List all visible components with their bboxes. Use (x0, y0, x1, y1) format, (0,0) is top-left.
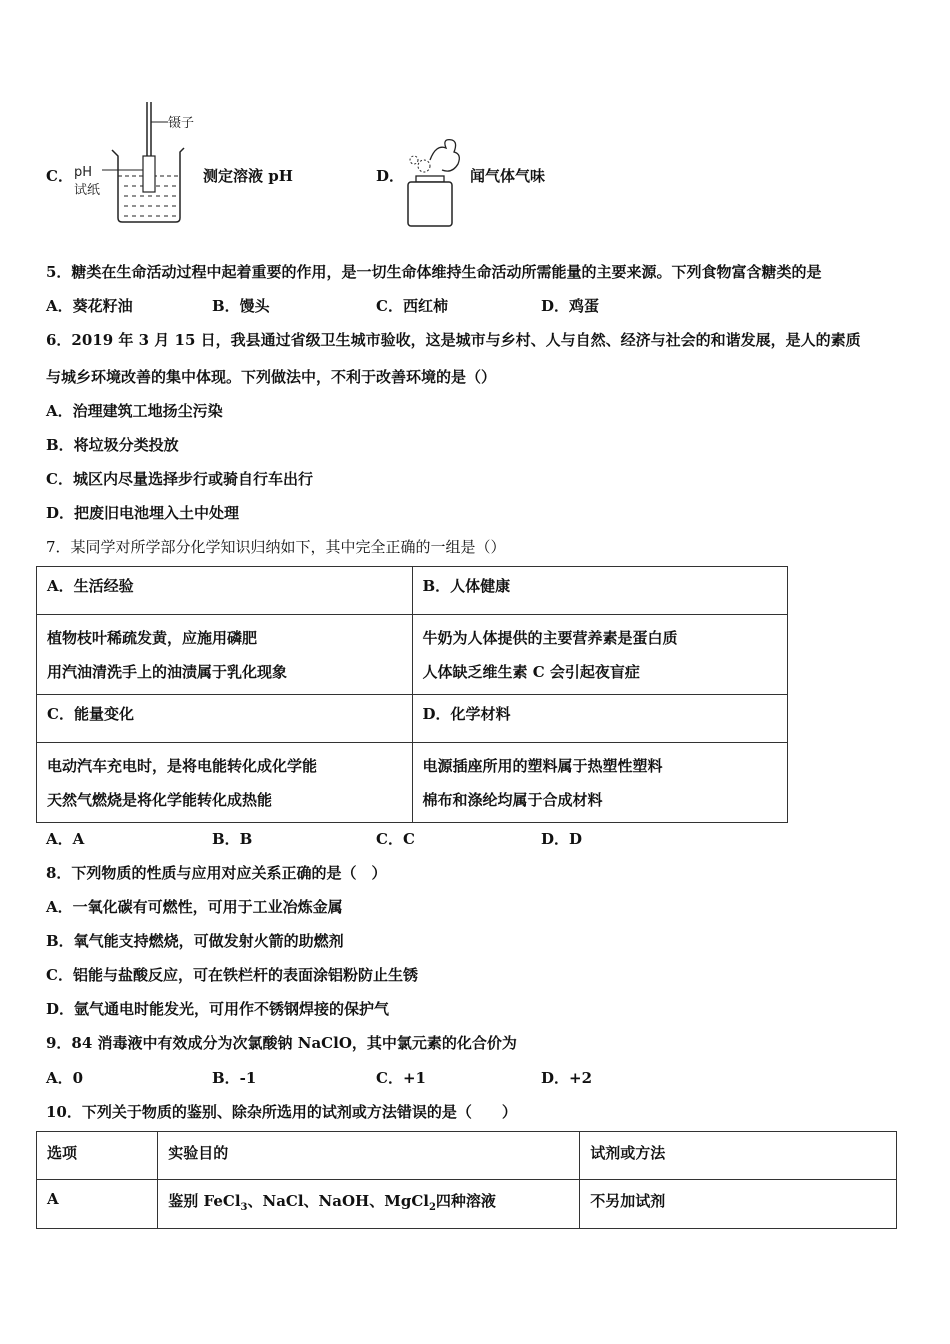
ph-label: pH (74, 165, 93, 180)
q9-stem: 9．84 消毒液中有效成分为次氯酸钠 NaClO，其中氯元素的化合价为 (46, 1034, 517, 1052)
q7-c-head: C．能量变化 (37, 695, 413, 743)
q7-option-d: D．D (541, 830, 583, 848)
q7-d-body (412, 743, 788, 823)
q6-option-b: B．将垃圾分类投放 (46, 436, 179, 454)
q10-header-option: 选项 (37, 1132, 158, 1180)
q7-b-head: B．人体健康 (412, 567, 788, 615)
q7-b-line1: 牛奶为人体提供的主要营养素是蛋白质 (422, 629, 678, 647)
q7-c-line1: 电动汽车充电时，是将电能转化成化学能 (47, 757, 318, 775)
q7-a-head: A．生活经验 (37, 567, 413, 615)
q6-stem-line2: 与城乡环境改善的集中体现。下列做法中，不利于改善环境的是（） (46, 368, 497, 386)
q7-a-body (37, 615, 413, 695)
q7-d-head: D．化学材料 (412, 695, 788, 743)
q8-option-b: B．氧气能支持燃烧，可做发射火箭的助燃剂 (46, 932, 344, 950)
q10-purpose-mid: 、NaCl、NaOH、MgCl (247, 1192, 429, 1210)
q10-purpose-sub1: 3 (240, 1202, 248, 1213)
q7-option-a: A．A (46, 830, 85, 848)
q8-stem: 8．下列物质的性质与应用对应关系正确的是（ ） (46, 864, 387, 882)
q7-b-body (412, 615, 788, 695)
q7-table (36, 566, 788, 823)
q7-a-line2: 用汽油清洗手上的油渍属于乳化现象 (47, 663, 288, 681)
q10-purpose-prefix: 鉴别 FeCl (168, 1192, 241, 1210)
q7-c-line2: 天然气燃烧是将化学能转化成热能 (47, 791, 273, 809)
hand-icon (430, 140, 459, 171)
q8-option-c: C．铝能与盐酸反应，可在铁栏杆的表面涂铝粉防止生锈 (46, 966, 418, 984)
q7-a-line1: 植物枝叶稀疏发黄，应施用磷肥 (47, 629, 258, 647)
q7-d-line1: 电源插座所用的塑料属于热塑性塑料 (422, 757, 663, 775)
q5-option-a: A．葵花籽油 (46, 297, 133, 315)
q7-stem: 7．某同学对所学部分化学知识归纳如下，其中完全正确的一组是（） (46, 538, 506, 556)
smell-gas-jar-figure (402, 130, 472, 230)
q10-header-purpose: 实验目的 (158, 1132, 580, 1180)
q9-option-c: C．+1 (376, 1069, 426, 1087)
q8-option-d: D．氩气通电时能发光，可用作不锈钢焊接的保护气 (46, 1000, 390, 1018)
q4-option-d-text: 闻气体气味 (470, 167, 546, 185)
q8-option-a: A．一氧化碳有可燃性，可用于工业冶炼金属 (46, 898, 343, 916)
jar-neck (416, 176, 444, 182)
q9-option-b: B．-1 (212, 1069, 257, 1087)
q5-option-c: C．西红柿 (376, 297, 448, 315)
q9-option-a: A．0 (46, 1069, 84, 1087)
q7-option-b: B．B (212, 830, 253, 848)
jar-body (408, 182, 452, 226)
q4-option-d-label: D． (376, 167, 405, 185)
q6-option-a: A．治理建筑工地扬尘污染 (46, 402, 223, 420)
tweezers-label: 镊子 (168, 116, 195, 131)
vapor-icon-2 (410, 156, 418, 164)
paper-label: 试纸 (74, 183, 101, 198)
q7-d-line2: 棉布和涤纶均属于合成材料 (422, 791, 603, 809)
q9-option-d: D．+2 (541, 1069, 593, 1087)
q10-purpose-sub2: 2 (428, 1202, 436, 1213)
vapor-icon (418, 160, 430, 172)
q7-option-c: C．C (376, 830, 415, 848)
q4-option-c-text: 测定溶液 pH (203, 167, 293, 185)
q10-table (36, 1131, 897, 1229)
q7-b-line2: 人体缺乏维生素 C 会引起夜盲症 (422, 663, 640, 681)
q10-stem: 10．下列关于物质的鉴别、除杂所选用的试剂或方法错误的是（ ） (46, 1103, 517, 1121)
q5-stem: 5．糖类在生命活动过程中起着重要的作用，是一切生命体维持生命活动所需能量的主要来源。下列食物富含糖类的是 (46, 263, 822, 281)
q5-option-b: B．馒头 (212, 297, 270, 315)
q4-option-c-label: C． (46, 167, 73, 185)
q5-option-d: D．鸡蛋 (541, 297, 600, 315)
q6-option-c: C．城区内尽量选择步行或骑自行车出行 (46, 470, 313, 488)
q7-c-body (37, 743, 413, 823)
ph-paper-strip (143, 156, 155, 192)
q10-row-a-purpose (158, 1180, 580, 1229)
ph-test-beaker-figure (72, 100, 202, 225)
q10-row-a-option: A (37, 1180, 158, 1229)
q6-stem-line1: 6．2019 年 3 月 15 日，我县通过省级卫生城市验收，这是城市与乡村、人与自然、经济与社会的和谐发展，是人的素质 (46, 331, 861, 349)
q10-row-a-method: 不另加试剂 (580, 1180, 897, 1229)
q6-option-d: D．把废旧电池埋入土中处理 (46, 504, 240, 522)
q10-header-method: 试剂或方法 (580, 1132, 897, 1180)
q10-purpose-suffix: 四种溶液 (435, 1192, 496, 1210)
